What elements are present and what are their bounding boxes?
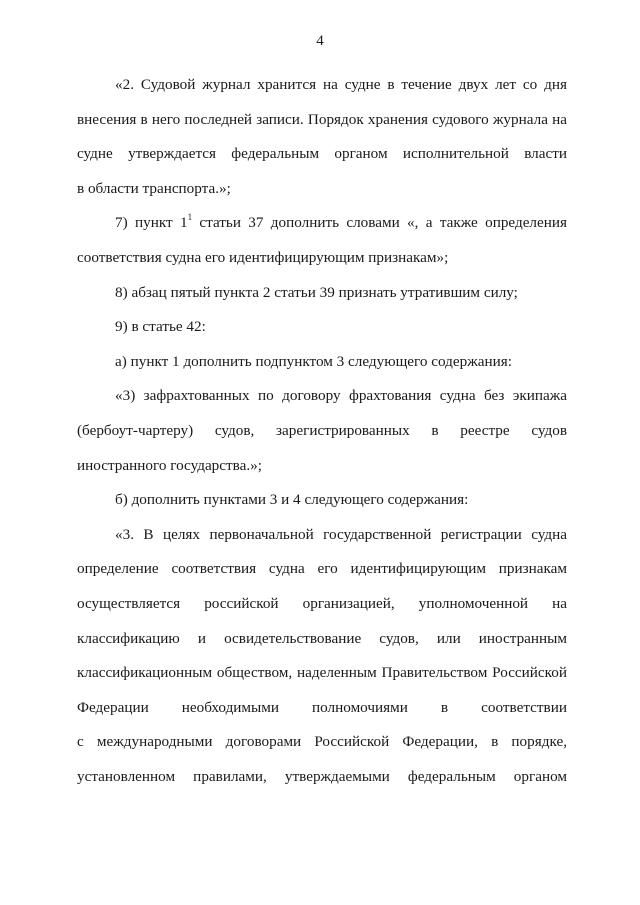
text-line: а) пункт 1 дополнить подпунктом 3 следующего содержания: [115, 352, 512, 370]
text-line: Федерации необходимыми полномочиями в соответствии [77, 698, 567, 716]
text-segment: 7) пункт 1 [115, 214, 188, 232]
text-line: с международными договорами Российской Федерации, в порядке, [77, 733, 567, 751]
text-line: в области транспорта.»; [77, 179, 231, 197]
text-line: б) дополнить пунктами 3 и 4 следующего содержания: [115, 491, 469, 509]
text-line: 9) в статье 42: [115, 318, 206, 336]
document-body [77, 68, 567, 794]
text-line: иностранного государства.»; [77, 456, 262, 474]
text-line: осуществляется российской организацией, уполномоченной на [77, 594, 567, 612]
text-line: установленном правилами, утверждаемыми федеральным органом [77, 767, 567, 785]
text-line: «3. В целях первоначальной государственной регистрации судна [115, 525, 567, 543]
text-line: «3) зафрахтованных по договору фрахтования судна без экипажа [115, 387, 567, 405]
text-line: определение соответствия судна его идентифицирующим признакам [77, 560, 567, 578]
text-line: внесения в него последней записи. Порядок хранения судового журнала на [77, 110, 567, 128]
text-line: классификационным обществом, наделенным Правительством Российской [77, 664, 567, 682]
text-segment: статьи 37 дополнить словами «, а также определения [192, 214, 567, 232]
text-line: судне утверждается федеральным органом исполнительной власти [77, 145, 567, 163]
text-line: «2. Судовой журнал хранится на судне в течение двух лет со дня [115, 76, 567, 93]
text-line: классификацию и освидетельствование судов, или иностранным [77, 629, 567, 647]
text-line: (бербоут-чартеру) судов, зарегистрированных в реестре судов [77, 421, 567, 439]
text-line: 8) абзац пятый пункта 2 статьи 39 признать утратившим силу; [115, 283, 518, 301]
page-number: 4 [316, 33, 324, 49]
superscript: 1 [187, 212, 193, 223]
text-line [77, 206, 567, 241]
text-line: соответствия судна его идентифицирующим признакам»; [77, 248, 449, 266]
